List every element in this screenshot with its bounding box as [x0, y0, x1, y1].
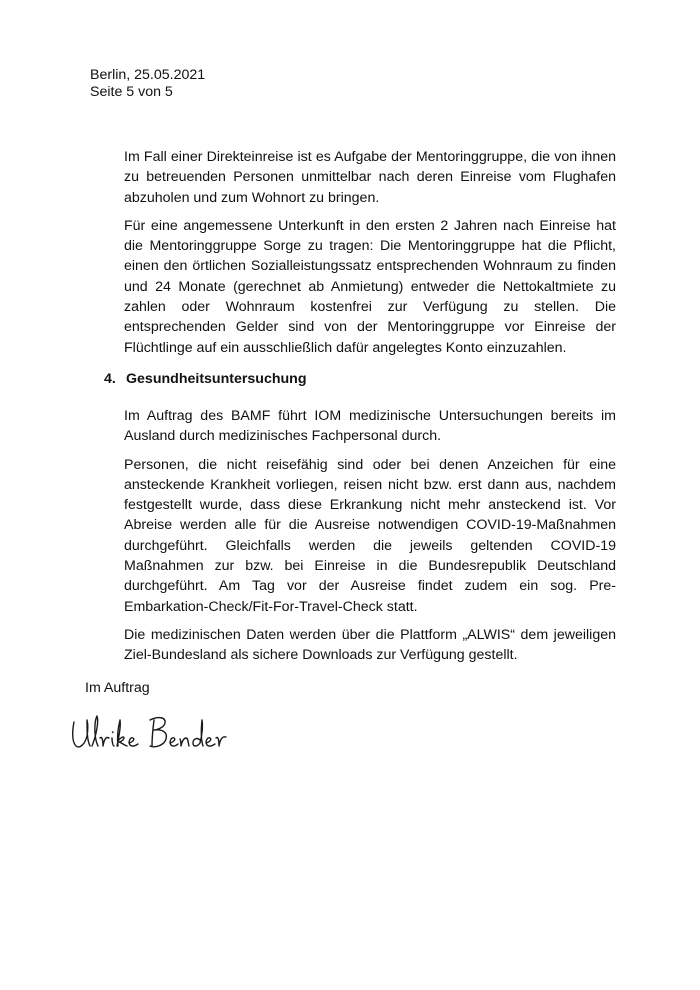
page-number-line: Seite 5 von 5: [90, 84, 173, 100]
section-number: 4.: [104, 371, 116, 387]
paragraph-direct-arrival: Im Fall einer Direkteinreise ist es Aufgabe der Mentoringgruppe, die von ihnen zu betreuenden Personen unmittelbar nach deren Einreise vom Flughafen abzuholen und zum Wohnort zu bringen.: [124, 149, 616, 206]
paragraph-accommodation: Für eine angemessene Unterkunft in den ersten 2 Jahren nach Einreise hat die Mentoringgruppe Sorge zu tragen: Die Mentoringgruppe hat die Pflicht, einen den örtlichen Sozialleistungssatz entsprechenden Wohnraum zu finden und 24 Monate (gerechnet ab Anmietung) entweder die Nettokaltmiete zu zahlen oder Wohnraum kostenfrei zur Verfügung zu stellen. Die entsprechenden Gelder sind von der Mentoringgruppe vor Einreise der Flüchtlinge auf ein ausschließlich dafür angelegtes Konto einzuzahlen.: [124, 217, 616, 356]
date-line: Berlin, 25.05.2021: [90, 67, 206, 83]
intro-section: [124, 147, 616, 366]
health-section: [124, 406, 616, 674]
handwritten-signature: [66, 708, 236, 758]
section-title: Gesundheitsuntersuchung: [126, 371, 307, 387]
paragraph-alwis-platform: Die medizinischen Daten werden über die Plattform „ALWIS“ dem jeweiligen Ziel-Bundesland als sichere Downloads zur Verfügung gestellt.: [124, 626, 616, 664]
closing-phrase: Im Auftrag: [85, 680, 150, 696]
paragraph-travel-fitness: Personen, die nicht reisefähig sind oder bei denen Anzeichen für eine ansteckende Krankheit vorliegen, reisen nicht bzw. erst dann aus, nachdem festgestellt wurde, dass diese Erkrankung nicht mehr ansteckend ist. Vor Abreise werden alle für die Ausreise notwendigen COVID-19-Maßnahmen durchgeführt. Gleichfalls werden die jeweils geltenden COVID-19 Maßnahmen zur bzw. bei Einreise in die Bundesrepublik Deutschland durchgeführt. Am Tag vor der Ausreise findet zudem ein sog. Pre-Embarkation-Check/Fit-For-Travel-Check statt.: [124, 456, 616, 615]
paragraph-iom-examinations: Im Auftrag des BAMF führt IOM medizinische Untersuchungen bereits im Ausland durch medizinisches Fachpersonal durch.: [124, 408, 616, 445]
letter-header: [90, 67, 205, 101]
section-heading: [104, 369, 307, 389]
